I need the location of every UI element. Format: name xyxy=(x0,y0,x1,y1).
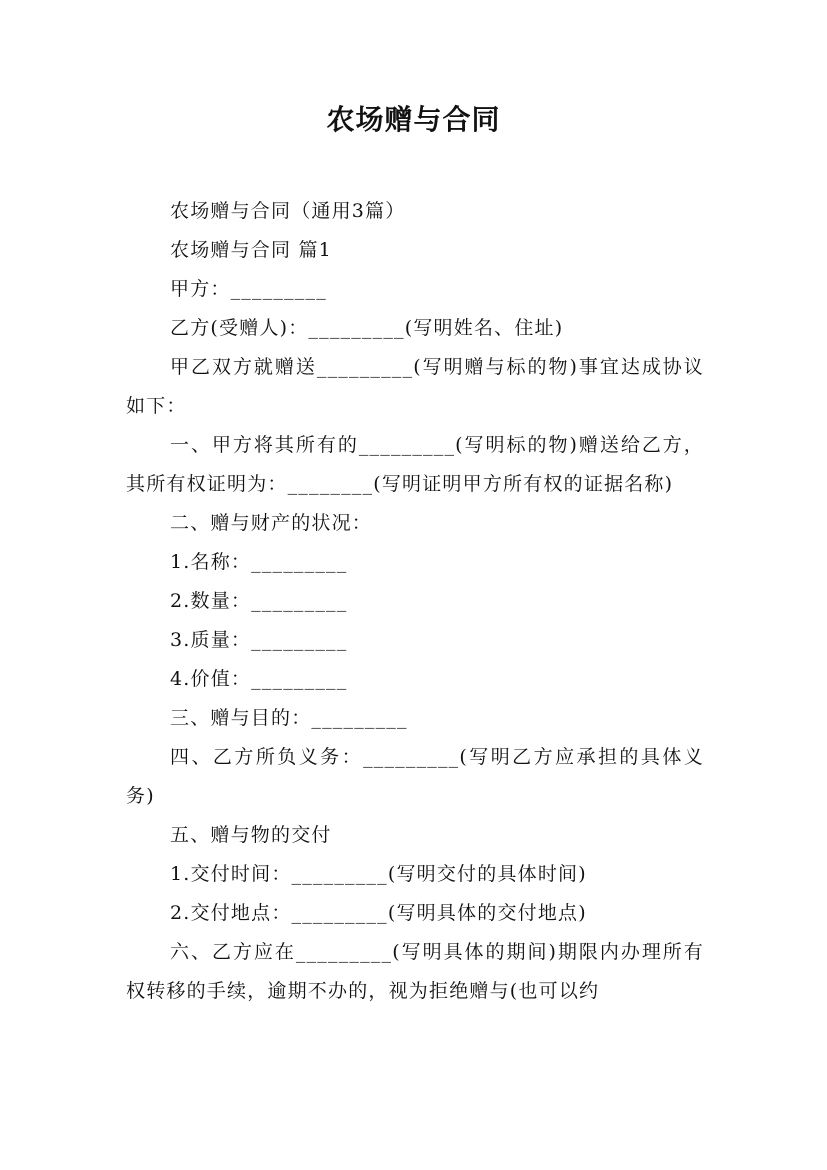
paragraph-clause-5: 五、赠与物的交付 xyxy=(170,824,332,846)
document-title: 农场赠与合同 xyxy=(326,103,501,136)
paragraph-party-b: 乙方(受赠人)：_________(写明姓名、住址) xyxy=(170,317,564,339)
paragraph-clause-6: 六、乙方应在_________(写明具体的期间)期限内办理所有权转移的手续，逾期不办的，视为拒绝赠与(也可以约 xyxy=(126,941,704,1002)
paragraph-clause-4: 四、乙方所负义务：_________(写明乙方应承担的具体义务) xyxy=(126,746,704,807)
paragraph-delivery-place: 2.交付地点：_________(写明具体的交付地点) xyxy=(170,902,587,924)
paragraph-party-a: 甲方：_________ xyxy=(170,278,327,300)
paragraph-clause-3: 三、赠与目的：_________ xyxy=(170,707,408,729)
paragraph-collection-title: 农场赠与合同（通用3篇） xyxy=(170,200,406,222)
paragraph-clause-1: 一、甲方将其所有的_________(写明标的物)赠送给乙方，其所有权证明为：________(写明证明甲方所有权的证据名称) xyxy=(126,434,704,495)
paragraph-item-quality: 3.质量：_________ xyxy=(170,629,348,651)
document-body xyxy=(126,192,704,1011)
paragraph-delivery-time: 1.交付时间：_________(写明交付的具体时间) xyxy=(170,863,587,885)
paragraph-item-value: 4.价值：_________ xyxy=(170,668,348,690)
paragraph-item-name: 1.名称：_________ xyxy=(170,551,348,573)
paragraph-agreement-intro: 甲乙双方就赠送_________(写明赠与标的物)事宜达成协议如下： xyxy=(126,356,704,417)
paragraph-clause-2: 二、赠与财产的状况： xyxy=(170,512,373,534)
paragraph-section-heading: 农场赠与合同 篇1 xyxy=(170,239,332,261)
paragraph-item-quantity: 2.数量：_________ xyxy=(170,590,348,612)
